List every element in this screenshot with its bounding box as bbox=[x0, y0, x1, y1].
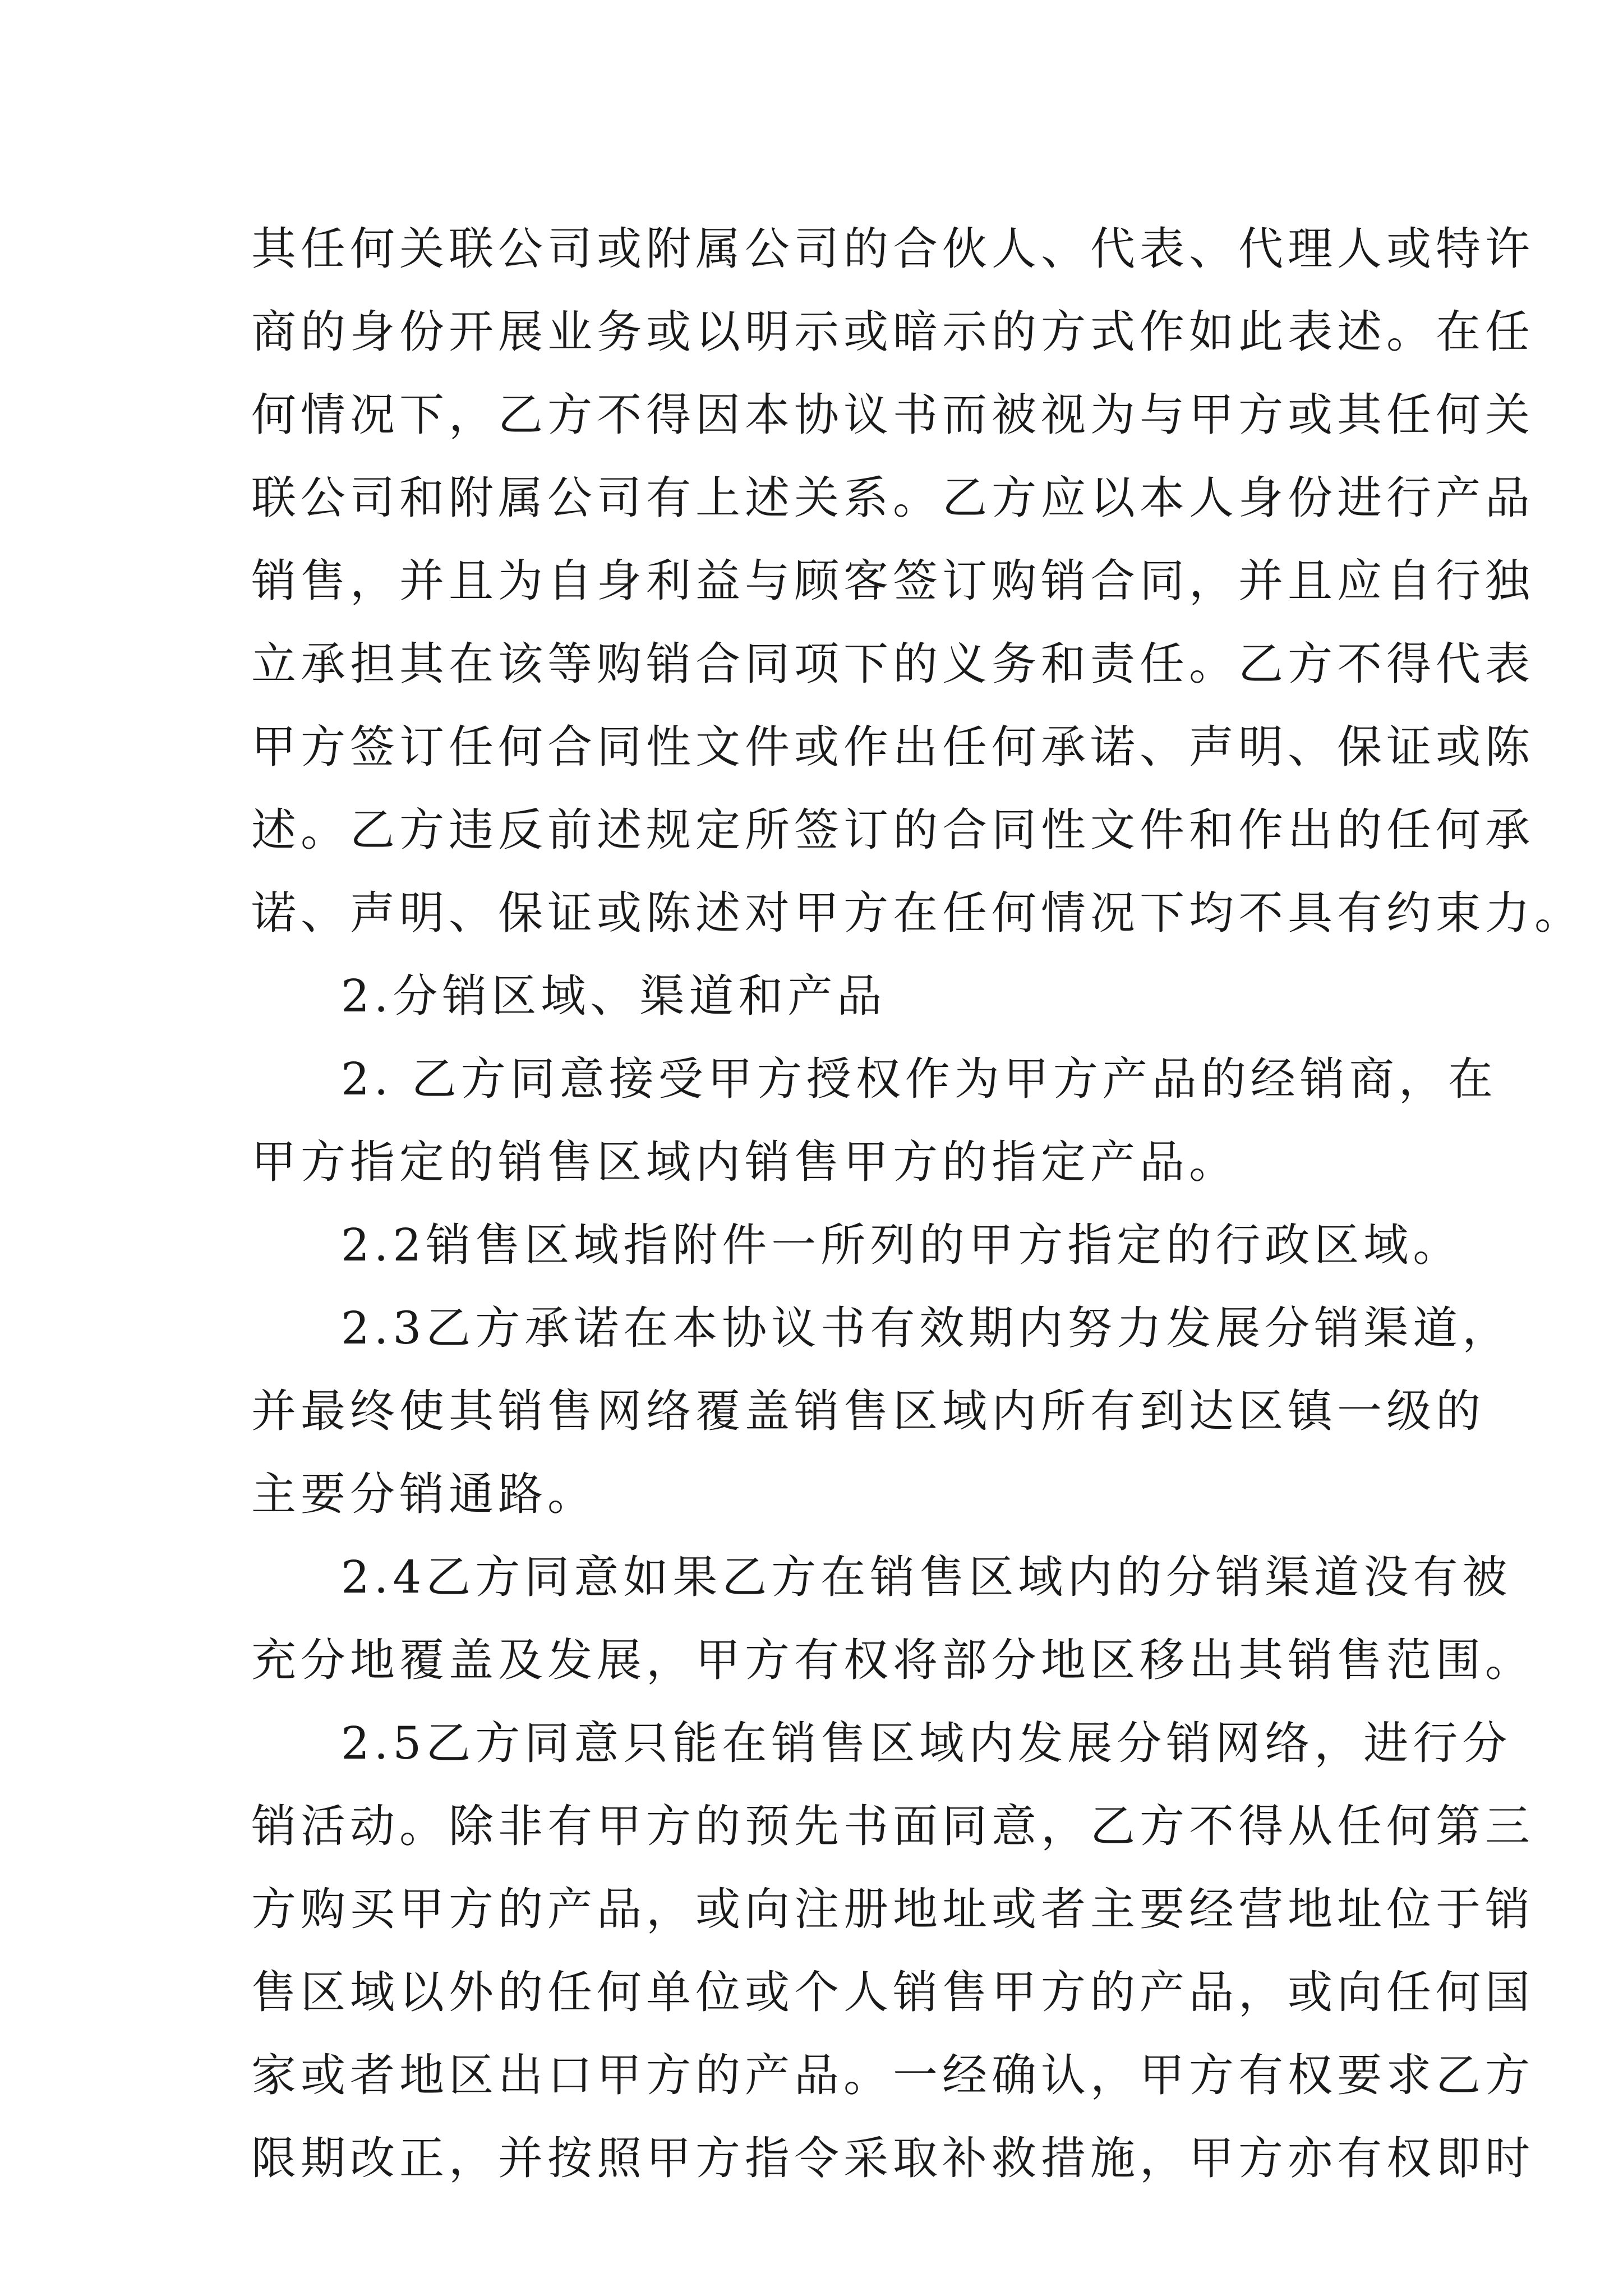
body-line: 其任何关联公司或附属公司的合伙人、代表、代理人或特许 bbox=[251, 223, 1534, 275]
body-line: 充分地覆盖及发展，甲方有权将部分地区移出其销售范围。 bbox=[251, 1634, 1534, 1686]
body-line: 诺、声明、保证或陈述对甲方在任何情况下均不具有约束力。 bbox=[251, 887, 1584, 939]
body-line: 销活动。除非有甲方的预先书面同意，乙方不得从任何第三 bbox=[251, 1800, 1534, 1852]
body-line: 甲方签订任何合同性文件或作出任何承诺、声明、保证或陈 bbox=[251, 721, 1534, 773]
body-line: 售区域以外的任何单位或个人销售甲方的产品，或向任何国 bbox=[251, 1966, 1534, 2018]
clause-line: 2.3乙方承诺在本协议书有效期内努力发展分销渠道， bbox=[341, 1302, 1512, 1354]
body-line: 立承担其在该等购销合同项下的义务和责任。乙方不得代表 bbox=[251, 638, 1534, 690]
body-line: 并最终使其销售网络覆盖销售区域内所有到达区镇一级的 bbox=[251, 1385, 1485, 1437]
body-line: 述。乙方违反前述规定所签订的合同性文件和作出的任何承 bbox=[251, 804, 1534, 856]
body-line: 甲方指定的销售区域内销售甲方的指定产品。 bbox=[251, 1136, 1238, 1188]
body-line: 何情况下，乙方不得因本协议书而被视为与甲方或其任何关 bbox=[251, 389, 1534, 441]
body-line: 家或者地区出口甲方的产品。一经确认，甲方有权要求乙方 bbox=[251, 2049, 1534, 2101]
body-line: 主要分销通路。 bbox=[251, 1468, 597, 1520]
body-line: 销售，并且为自身利益与顾客签订购销合同，并且应自行独 bbox=[251, 555, 1534, 607]
document-body bbox=[251, 208, 1584, 2200]
clause-line: 2.4乙方同意如果乙方在销售区域内的分销渠道没有被 bbox=[341, 1551, 1512, 1603]
clause-line: 2.2销售区域指附件一所列的甲方指定的行政区域。 bbox=[341, 1219, 1463, 1271]
body-line: 方购买甲方的产品，或向注册地址或者主要经营地址位于销 bbox=[251, 1883, 1534, 1935]
body-line: 联公司和附属公司有上述关系。乙方应以本人身份进行产品 bbox=[251, 472, 1534, 524]
section-heading: 2.分销区域、渠道和产品 bbox=[341, 970, 887, 1022]
clause-line: 2.5乙方同意只能在销售区域内发展分销网络，进行分 bbox=[341, 1717, 1512, 1769]
body-line: 限期改正，并按照甲方指令采取补救措施，甲方亦有权即时 bbox=[251, 2132, 1534, 2184]
body-line: 商的身份开展业务或以明示或暗示的方式作如此表述。在任 bbox=[251, 306, 1534, 358]
clause-line: 2. 乙方同意接受甲方授权作为甲方产品的经销商，在 bbox=[341, 1053, 1497, 1105]
